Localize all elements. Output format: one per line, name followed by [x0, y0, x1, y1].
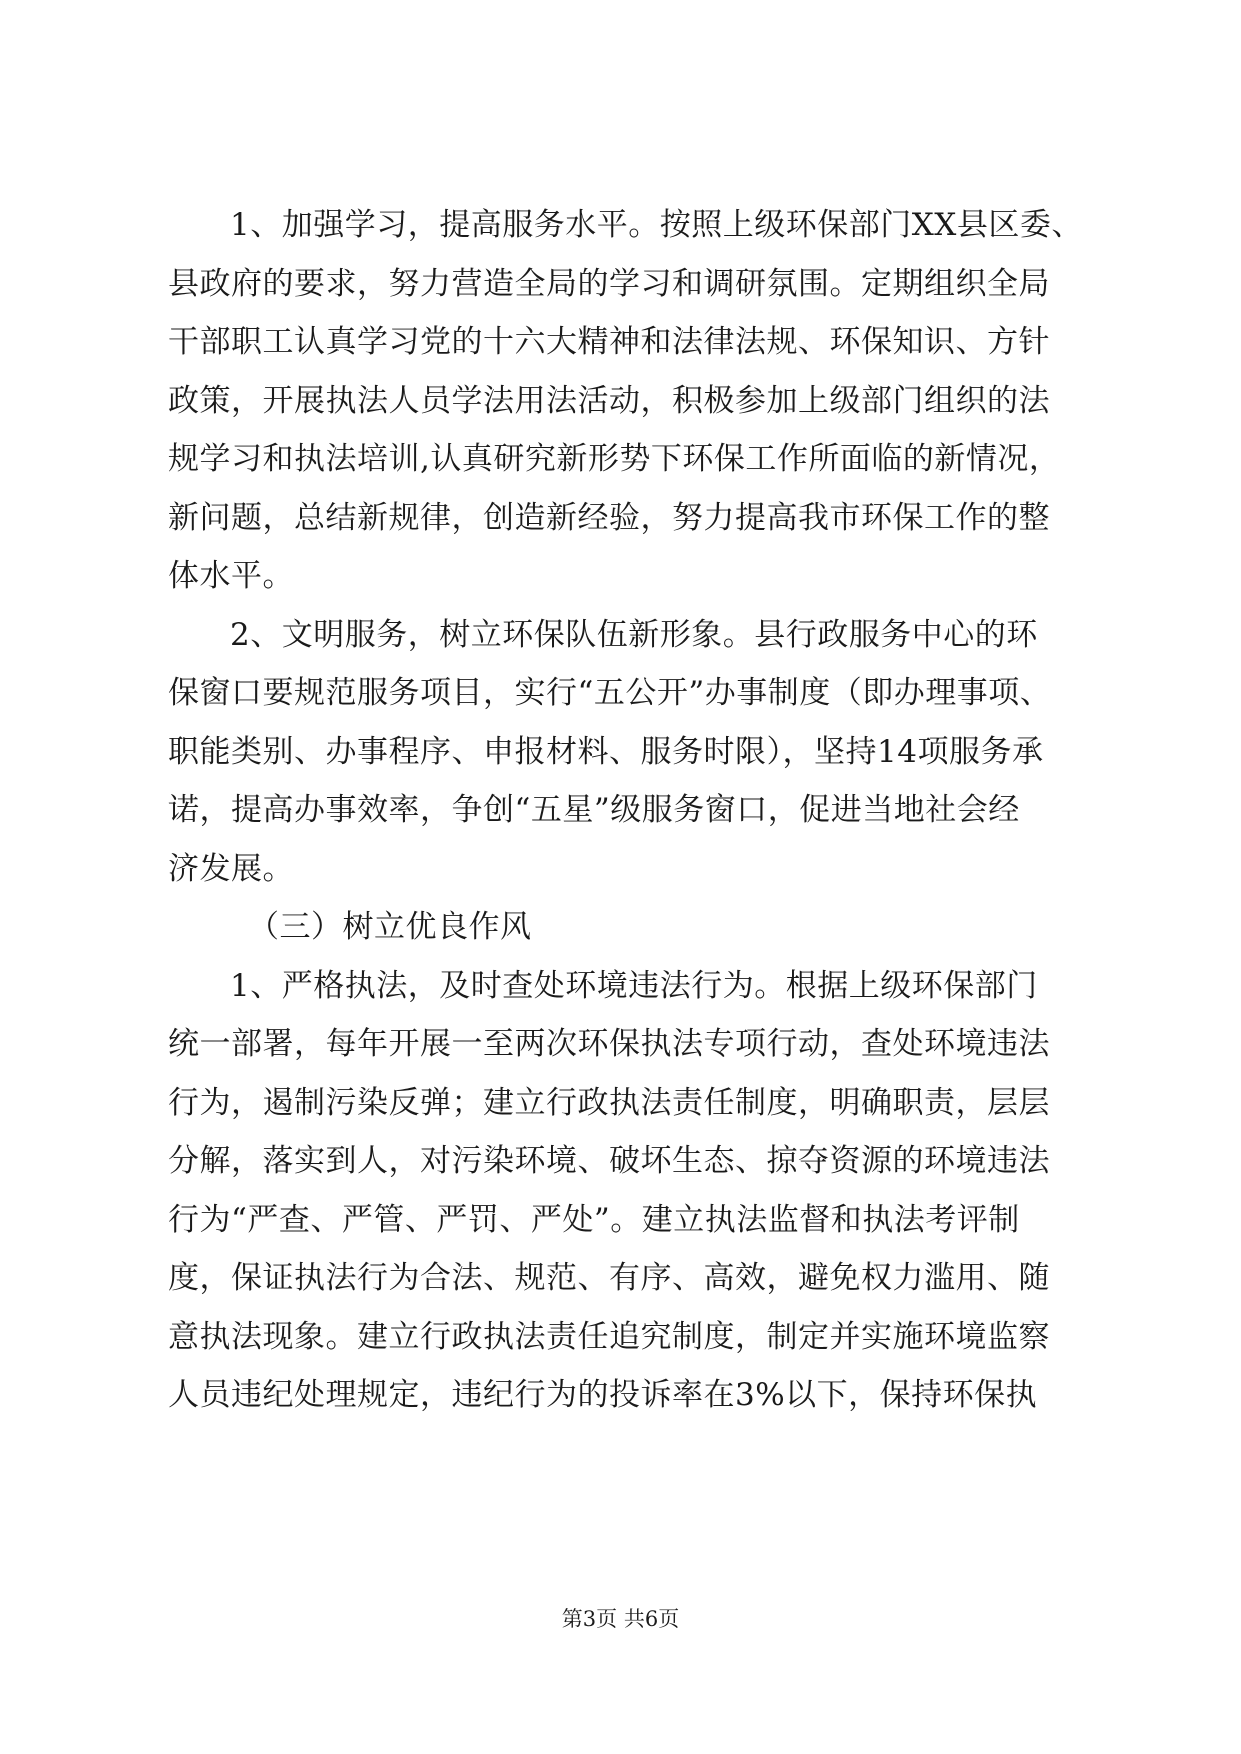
paragraph-line: 诺，提高办事效率，争创“五星”级服务窗口，促进当地社会经 — [168, 792, 1020, 828]
paragraph-line: 1、严格执法，及时查处环境违法行为。根据上级环保部门 — [230, 967, 1038, 1004]
document-body — [168, 196, 1088, 1425]
paragraph-line: 2、文明服务，树立环保队伍新形象。县行政服务中心的环 — [230, 616, 1038, 653]
paragraph-line: 意执法现象。建立行政执法责任追究制度，制定并实施环境监察 — [168, 1318, 1050, 1355]
paragraph-line: 规学习和执法培训,认真研究新形势下环保工作所面临的新情况， — [168, 441, 1061, 477]
paragraph-line: 新问题，总结新规律，创造新经验，努力提高我市环保工作的整 — [168, 499, 1050, 536]
paragraph-line: 度，保证执法行为合法、规范、有序、高效，避免权力滥用、随 — [168, 1260, 1050, 1296]
paragraph-strengthen-study — [168, 196, 1088, 606]
paragraph-civilized-service — [168, 606, 1088, 899]
paragraph-line: 统一部署，每年开展一至两次环保执法专项行动，查处环境违法 — [168, 1026, 1050, 1062]
paragraph-line: 保窗口要规范服务项目，实行“五公开”办事制度（即办理事项、 — [168, 675, 1052, 711]
paragraph-line: 1、加强学习，提高服务水平。按照上级环保部门XX县区委、 — [230, 207, 1083, 243]
paragraph-line: 县政府的要求，努力营造全局的学习和调研氛围。定期组织全局 — [168, 265, 1050, 302]
paragraph-line: 济发展。 — [168, 850, 294, 887]
paragraph-strict-enforcement — [168, 957, 1088, 1425]
paragraph-line: 分解，落实到人，对污染环境、破坏生态、掠夺资源的环境违法 — [168, 1143, 1050, 1179]
paragraph-line: 人员违纪处理规定，违纪行为的投诉率在3%以下，保持环保执 — [168, 1377, 1038, 1413]
paragraph-line: 政策，开展执法人员学法用法活动，积极参加上级部门组织的法 — [168, 382, 1050, 419]
paragraph-line: 体水平。 — [168, 558, 294, 594]
section-heading: （三）树立优良作风 — [248, 909, 532, 945]
paragraph-line: 行为“严查、严管、严罚、严处”。建立执法监督和执法考评制 — [168, 1201, 1020, 1238]
page-number-footer: 第3页 共6页 — [561, 1607, 680, 1631]
paragraph-line: 行为，遏制污染反弹；建立行政执法责任制度，明确职责，层层 — [168, 1084, 1050, 1121]
paragraph-line: 职能类别、办事程序、申报材料、服务时限），坚持14项服务承 — [168, 733, 1044, 770]
paragraph-line: 干部职工认真学习党的十六大精神和法律法规、环保知识、方针 — [168, 324, 1050, 360]
